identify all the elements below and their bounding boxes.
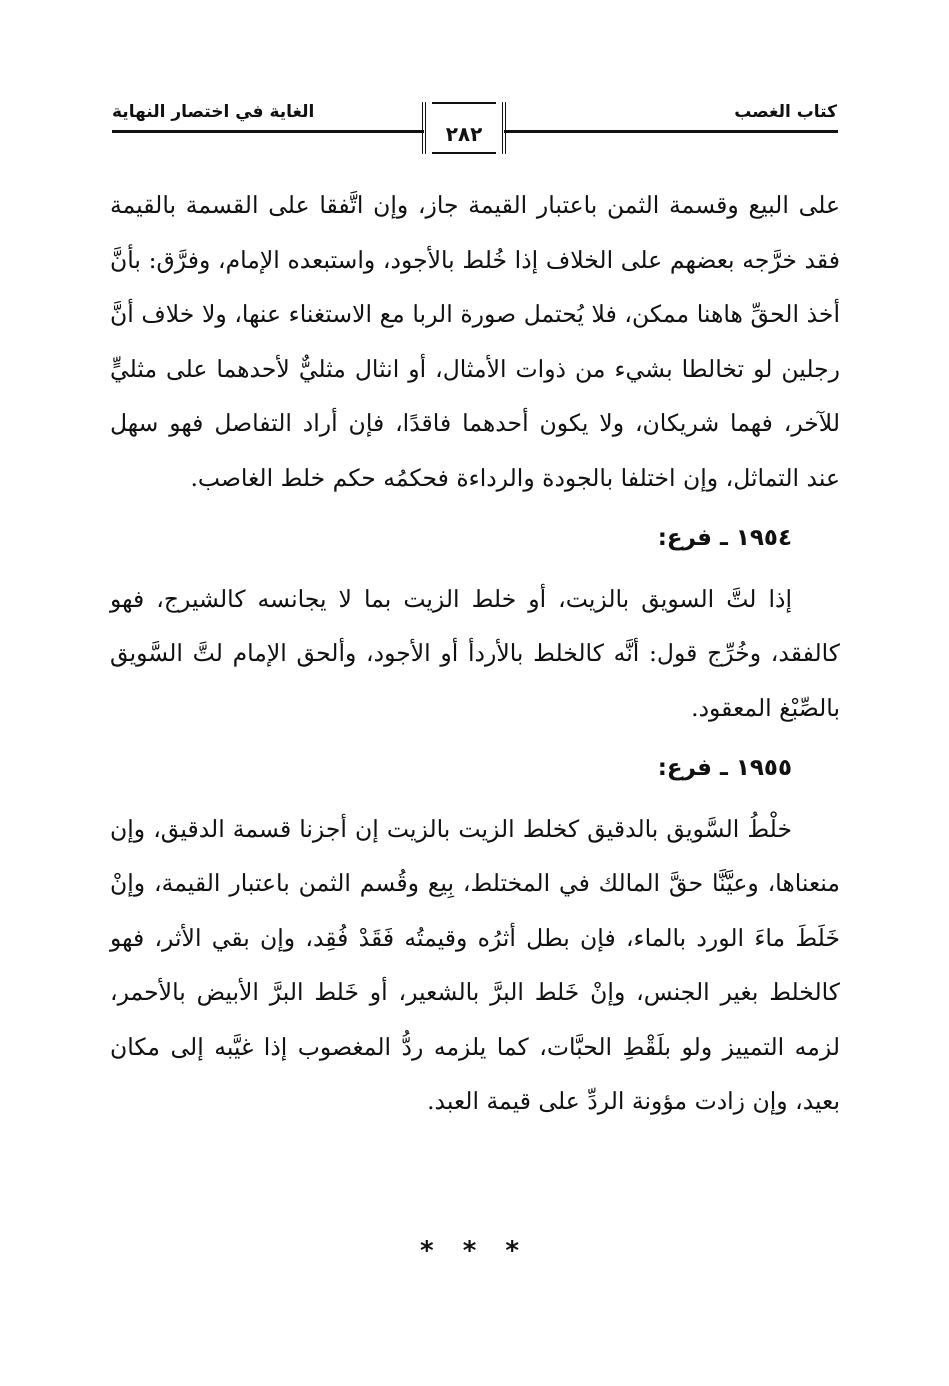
chapter-title: كتاب الغصب xyxy=(734,102,837,122)
section-end-ornament: * * * xyxy=(420,1236,529,1266)
section-heading-1955: ١٩٥٥ ـ فرع: xyxy=(657,755,792,781)
paragraph-continuation: على البيع وقسمة الثمن باعتبار القيمة جاز، وإن اتَّفقا على القسمة بالقيمة فقد خرَّجه بعضهم على الخلاف إذا خُلط بالأجود، واستبعده الإمام، وفرَّق: بأنَّ أخذ الحقِّ هاهنا ممكن، فلا يُحتمل صورة الربا مع الاستغناء عنها، ولا خلاف أنَّ رجلين لو تخالطا بشيء من ذوات الأمثال، أو انثال مثليٌّ لأحدهما على مثليٍّ للآخر، فهما شريكان، ولا يكون أحدهما فاقدًا، فإن أراد التفاصل فهو سهل عند التماثل، وإن اختلفا بالجودة والرداءة فحكمُه حكم خلط الغاصب. xyxy=(110,191,840,492)
page-number: ٢٨٢ xyxy=(445,122,483,146)
book-title: الغاية في اختصار النهاية xyxy=(112,102,315,122)
paragraph-1954: إذا لتَّ السويق بالزيت، أو خلط الزيت بما لا يجانسه كالشيرج، فهو كالفقد، وخُرِّج قول: أنَّه كالخلط بالأردأ أو الأجود، وألحق الإمام لتَّ السَّويق بالصِّبْغ المعقود. xyxy=(110,584,840,722)
section-heading-1954: ١٩٥٤ ـ فرع: xyxy=(657,525,792,551)
paragraph-1955: خلْطُ السَّويق بالدقيق كخلط الزيت بالزيت إن أجزنا قسمة الدقيق، وإن منعناها، وعيَّنَّا حقَّ المالك في المختلط، بِيع وقُسم الثمن باعتبار القيمة، وإنْ خَلَطَ ماءَ الورد بالماء، فإن بطل أثرُه وقيمتُه فَقَدْ فُقِد، وإن بقي الأثر، فهو كالخلط بغير الجنس، وإنْ خَلط البرَّ بالشعير، أو خَلط البرَّ الأبيض بالأحمر، لزمه التمييز ولو بلَقْطِ الحبَّات، كما يلزمه ردُّ المغصوب إذا غيَّبه إلى مكان بعيد، وإن زادت مؤونة الردِّ على قيمة العبد. xyxy=(110,814,840,1115)
page-header xyxy=(0,100,949,160)
page-body xyxy=(110,178,840,1129)
page-number-frame xyxy=(422,102,506,154)
header-rule-right xyxy=(504,130,838,133)
header-rule-left xyxy=(112,130,424,133)
